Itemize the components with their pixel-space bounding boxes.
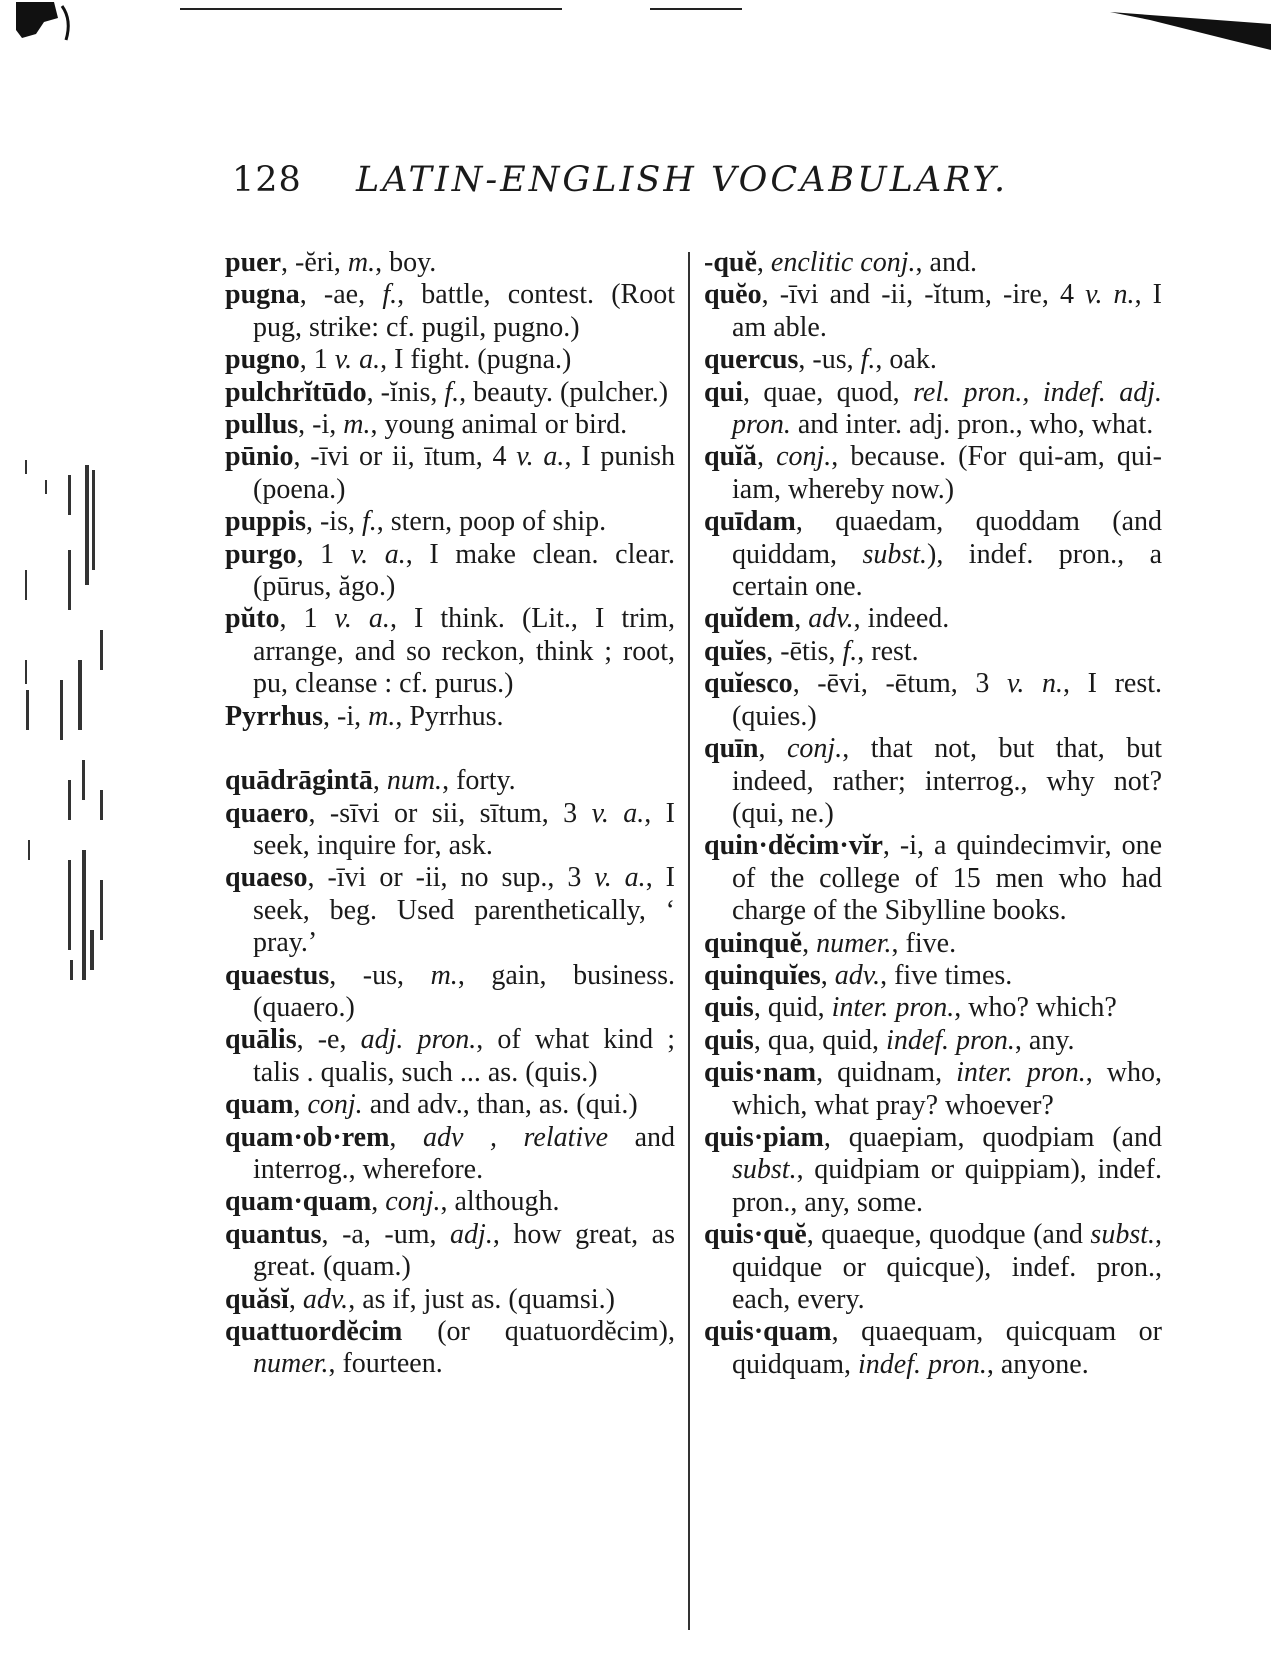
definition: , I rest. (quies.): [732, 668, 1162, 732]
headword: quālis: [225, 1024, 297, 1056]
headword: Pyrrhus: [225, 700, 323, 732]
definition: , forty.: [442, 765, 516, 797]
headword: quaeso: [225, 862, 308, 894]
definition: a quindecimvir, one of the college of 15 men who had charge of the Sibylline books.: [732, 830, 1162, 927]
entry-text: , qua, quid,: [753, 1024, 887, 1056]
vocab-entry: [225, 798, 675, 863]
grammar-label: numer.: [253, 1348, 329, 1380]
vocab-entry: [704, 830, 1162, 927]
entry-text: , quidnam,: [816, 1057, 957, 1089]
grammar-label: adj. pron.: [360, 1024, 477, 1056]
grammar-label: subst.: [1090, 1219, 1155, 1251]
vocab-entry: [704, 603, 1162, 635]
entry-text: , -is,: [305, 506, 362, 538]
grammar-label: adv.: [302, 1283, 349, 1315]
corner-mark-top-left: [14, 0, 74, 42]
entry-text: , quae, quod,: [742, 376, 914, 408]
grammar-label: indef. pron.: [858, 1348, 987, 1380]
vocab-entry: [225, 1186, 675, 1218]
vocab-entry: [704, 636, 1162, 668]
entry-text: ,: [288, 1283, 303, 1315]
grammar-label: v. a.: [334, 603, 390, 635]
grammar-label: v. a.: [591, 797, 645, 829]
entry-text: ,: [372, 765, 387, 797]
headword: quam: [225, 1089, 294, 1121]
entry-text: , 1: [296, 538, 351, 570]
page-header: [232, 160, 1008, 200]
entry-text: (or quatuordĕcim),: [402, 1316, 675, 1347]
entry-text: , -i,: [323, 700, 369, 732]
vocab-entry: [225, 1122, 675, 1187]
entry-text: , -e,: [296, 1024, 361, 1056]
entry-text: ,: [794, 603, 809, 635]
definition: , fourteen.: [328, 1348, 443, 1380]
headword: quis·piam: [704, 1121, 824, 1153]
definition: , rest.: [857, 635, 919, 667]
vocab-entry: [225, 409, 675, 441]
definition: , beauty. (pulcher.): [459, 376, 669, 408]
headword: quinquĕ: [704, 927, 803, 959]
entry-text: , quid,: [753, 992, 832, 1024]
headword: qui: [704, 376, 743, 408]
grammar-label: v. n.: [1007, 668, 1063, 700]
grammar-label: m.: [368, 700, 396, 732]
grammar-label: inter. pron.: [956, 1057, 1086, 1089]
headword: quĭdem: [704, 603, 795, 635]
entry-text: ,: [371, 1186, 386, 1218]
headword: quis·quĕ: [704, 1219, 807, 1251]
left-column: [225, 247, 675, 1381]
headword: quaestus: [225, 959, 330, 991]
vocab-entry: [704, 506, 1162, 603]
definition: , any.: [1014, 1024, 1075, 1056]
grammar-label: rel. pron., indef. adj. pron.: [732, 376, 1163, 441]
grammar-label: conj.: [385, 1186, 441, 1218]
definition: , I fight. (pugna.): [380, 344, 572, 376]
grammar-label: f.: [361, 506, 377, 538]
entry-text: , -us,: [329, 959, 431, 991]
entry-text: , -ĕri,: [281, 247, 348, 278]
vocab-entry: [225, 441, 675, 506]
vocab-entry: [225, 506, 675, 538]
grammar-label: f.: [382, 279, 398, 311]
entry-text: ,: [756, 247, 771, 278]
grammar-label: adv.: [808, 603, 854, 635]
entry-text: ,: [756, 441, 777, 473]
vocab-entry: [225, 539, 675, 604]
grammar-label: inter. pron.: [831, 992, 955, 1024]
headword: quercus: [704, 344, 799, 376]
definition: , stern, poop of ship.: [376, 506, 607, 538]
definition: , who, which, what pray? whoever?: [732, 1057, 1162, 1121]
vocab-entry: [704, 1122, 1162, 1219]
headword: quīdam: [704, 506, 796, 538]
grammar-label: conj.: [776, 441, 832, 473]
grammar-label: v. a.: [350, 538, 406, 570]
definition: , that not, but that, but indeed, rather; interrog., why not? (qui, ne.): [732, 733, 1163, 829]
headword: quis·quam: [704, 1316, 832, 1348]
margin-ticks: [20, 460, 110, 1160]
definition: , five times.: [880, 959, 1013, 991]
entry-text: , -i,: [882, 830, 934, 862]
vocab-entry: [704, 441, 1162, 506]
definition: , as if, just as. (quamsi.): [348, 1283, 615, 1315]
definition: and interrog., wherefore.: [253, 1121, 676, 1185]
corner-mark-top-right: [1110, 10, 1271, 50]
definition: , anyone.: [986, 1348, 1089, 1380]
headword: -quĕ: [704, 247, 757, 278]
headword: purgo: [225, 538, 297, 570]
entry-text: , -īvi or ii, ītum, 4: [293, 441, 517, 473]
top-rule-left: [180, 8, 562, 10]
entry-text: ,: [802, 927, 817, 959]
grammar-label: conj.: [787, 733, 843, 765]
entry-text: , -ĭnis,: [366, 376, 445, 408]
definition: , I seek, inquire for, ask.: [253, 797, 675, 861]
vocab-entry: [704, 960, 1162, 992]
entry-text: ,: [293, 1089, 308, 1121]
grammar-label: v. a.: [334, 344, 381, 376]
definition: , I am able.: [732, 279, 1162, 343]
vocab-entry: [225, 1316, 675, 1381]
grammar-label: enclitic conj.: [770, 247, 916, 278]
headword: pullus: [225, 409, 299, 441]
grammar-label: f.: [444, 376, 460, 408]
definition: , of what kind ; talis . qualis, such ... as. (quis.): [253, 1024, 675, 1088]
headword: quam·ob·rem: [225, 1121, 390, 1153]
vocab-entry: [225, 701, 675, 733]
entry-text: ,: [820, 959, 835, 991]
headword: puppis: [225, 506, 306, 538]
vocab-entry: [225, 279, 675, 344]
headword: quĭă: [704, 441, 757, 473]
entry-text: , quaequam, quicquam or quidquam,: [732, 1316, 1162, 1380]
grammar-label: f.: [842, 635, 858, 667]
entry-text: , -īvi and -ii, -ĭtum, -ire, 4: [761, 279, 1086, 311]
definition: , oak.: [875, 344, 937, 376]
entry-text: , -ētis,: [766, 635, 843, 667]
vocab-entry: [704, 1057, 1162, 1122]
headword: pugno: [225, 344, 300, 376]
definition: ), indef. pron., a certain one.: [732, 538, 1162, 603]
headword: quattuordĕcim: [225, 1316, 403, 1347]
column-divider: [688, 252, 690, 1630]
vocab-entry: [225, 1089, 675, 1121]
entry-text: , 1: [279, 603, 335, 635]
vocab-entry: [704, 733, 1162, 830]
definition: , quidque or quicque), indef. pron., each, every.: [732, 1219, 1162, 1315]
definition: , five.: [891, 927, 957, 959]
grammar-label: adv , relative: [422, 1121, 609, 1153]
entry-text: , -sīvi or sii, sītum, 3: [308, 797, 592, 829]
entry-text: , -ēvi, -ētum, 3: [792, 668, 1008, 700]
definition: , gain, business. (quaero.): [253, 959, 675, 1023]
vocab-entry: [704, 668, 1162, 733]
definition: , because. (For qui-am, qui-iam, whereby now.): [732, 441, 1162, 505]
definition: , Pyrrhus.: [395, 700, 504, 732]
headword: quĭesco: [704, 668, 793, 700]
vocab-entry: [225, 960, 675, 1025]
entry-text: , 1: [299, 344, 335, 376]
grammar-label: adv.: [834, 959, 881, 991]
definition: , I make clean. clear. (pūrus, ăgo.): [253, 538, 675, 603]
vocab-entry: [704, 377, 1162, 442]
definition: , boy.: [375, 247, 437, 278]
definition: and adv., than, as. (qui.): [362, 1089, 638, 1121]
headword: quādrāgintā: [225, 765, 373, 797]
entry-text: , quaeque, quodque (and: [806, 1219, 1091, 1251]
grammar-label: f.: [860, 344, 876, 376]
entry-text: , quaedam, quoddam (and quiddam,: [732, 506, 1162, 570]
definition: , I punish (poena.): [253, 441, 675, 505]
vocab-entry: [225, 1024, 675, 1089]
vocab-entry: [704, 1219, 1162, 1316]
vocab-entry: [704, 247, 1162, 279]
definition: , battle, contest. (Root pug, strike: cf. pugil, pugno.): [253, 279, 675, 343]
right-column: [704, 247, 1162, 1381]
headword: quaero: [225, 797, 309, 829]
headword: quīn: [704, 733, 759, 765]
headword: quin·dĕcim·vĭr: [704, 830, 883, 862]
vocab-entry: [704, 1316, 1162, 1381]
definition: , who? which?: [954, 992, 1117, 1024]
entry-text: , quaepiam, quodpiam (and: [823, 1121, 1162, 1153]
definition: , I seek, beg. Used parenthetically, ‘ pray.’: [253, 862, 675, 959]
headword: quis: [704, 1024, 754, 1056]
vocab-entry: [704, 992, 1162, 1024]
vocab-entry: [225, 603, 675, 700]
definition: and inter. adj. pron., who, what.: [790, 409, 1154, 441]
headword: quinquĭes: [704, 959, 821, 991]
vocab-entry: [225, 862, 675, 959]
vocab-entry: [225, 344, 675, 376]
definition: , although.: [440, 1186, 560, 1218]
headword: quăsĭ: [225, 1283, 289, 1315]
vocab-entry: [704, 928, 1162, 960]
definition: , quidpiam or quippiam), indef. pron., any, some.: [732, 1154, 1162, 1218]
headword: puer: [225, 247, 281, 278]
definition: , and.: [915, 247, 977, 278]
grammar-label: conj.: [307, 1089, 363, 1121]
grammar-label: v. n.: [1085, 279, 1135, 311]
headword: quantus: [225, 1218, 322, 1250]
grammar-label: indef. pron.: [886, 1024, 1015, 1056]
running-title: LATIN-ENGLISH VOCABULARY.: [355, 160, 1009, 200]
definition: , I think. (Lit., I trim, arrange, and so reckon, think ; root, pu, cleanse : cf. purus.): [253, 603, 675, 700]
vocab-entry: [225, 377, 675, 409]
vocab-entry: [704, 344, 1162, 376]
headword: pulchrĭtūdo: [225, 376, 367, 408]
vocab-entry: [704, 279, 1162, 344]
grammar-label: numer.: [816, 927, 892, 959]
entry-text: , -us,: [798, 344, 861, 376]
grammar-label: num.: [386, 765, 443, 797]
grammar-label: m.: [347, 247, 376, 278]
headword: quam·quam: [225, 1186, 372, 1218]
entry-text: ,: [758, 733, 787, 765]
grammar-label: v. a.: [516, 441, 565, 473]
entry-text: , -a, -um,: [321, 1218, 451, 1250]
entry-text: , -i,: [298, 409, 344, 441]
headword: pūnio: [225, 441, 294, 473]
page-number: 128: [232, 160, 302, 200]
vocab-entry: [225, 1284, 675, 1316]
grammar-label: m.: [343, 409, 371, 441]
vocab-entry: [225, 247, 675, 279]
vocab-entry: [225, 765, 675, 797]
grammar-label: m.: [430, 959, 458, 991]
grammar-label: adj.: [450, 1218, 493, 1250]
grammar-label: v. a.: [594, 862, 646, 894]
definition: , how great, as great. (quam.): [253, 1218, 675, 1283]
headword: quĭes: [704, 635, 767, 667]
headword: quis·nam: [704, 1057, 817, 1089]
grammar-label: subst.: [862, 538, 928, 570]
vocab-entry: [225, 1219, 675, 1284]
definition: , young animal or bird.: [370, 409, 628, 441]
vocab-entry: [704, 1025, 1162, 1057]
entry-text: ,: [389, 1121, 423, 1153]
entry-text: , -ae,: [299, 279, 383, 311]
definition: , indeed.: [853, 603, 950, 635]
entry-text: , -īvi or -ii, no sup., 3: [307, 862, 595, 894]
headword: pŭto: [225, 603, 280, 635]
top-rule-right: [650, 8, 742, 10]
headword: quĕo: [704, 279, 762, 311]
headword: quis: [704, 992, 754, 1024]
headword: pugna: [225, 279, 300, 311]
grammar-label: subst.: [732, 1154, 797, 1186]
